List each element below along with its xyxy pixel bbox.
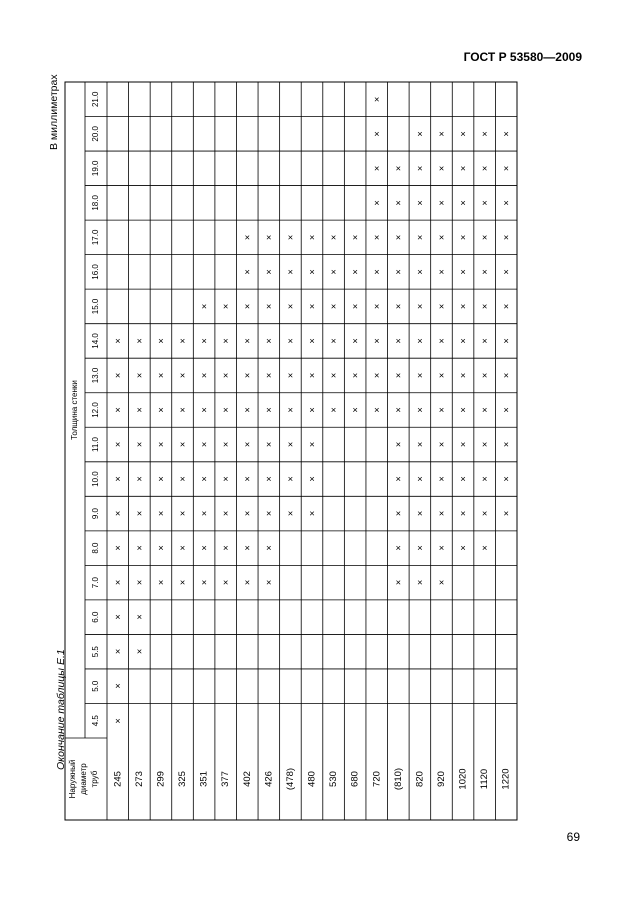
- diameter-label: 377: [220, 771, 232, 787]
- cross-mark: ×: [481, 232, 488, 244]
- cross-mark: ×: [417, 232, 423, 244]
- cross-mark: ×: [287, 335, 294, 347]
- cross-mark: ×: [179, 543, 186, 555]
- cross-mark: ×: [373, 266, 380, 278]
- diameter-label: 720: [371, 771, 383, 787]
- cross-mark: ×: [158, 474, 164, 486]
- cross-mark: ×: [136, 370, 143, 382]
- cross-mark: ×: [287, 508, 294, 520]
- cross-mark: ×: [352, 335, 358, 347]
- cross-mark: ×: [222, 335, 229, 347]
- cross-mark: ×: [266, 439, 272, 451]
- cross-mark: ×: [287, 370, 294, 382]
- cross-mark: ×: [309, 439, 315, 451]
- cross-mark: ×: [115, 543, 121, 555]
- diameter-label: 1020: [457, 768, 469, 790]
- cross-mark: ×: [438, 266, 445, 278]
- cross-mark: ×: [417, 543, 423, 555]
- cross-mark: ×: [438, 163, 445, 175]
- cross-mark: ×: [309, 474, 315, 486]
- cross-mark: ×: [201, 543, 207, 555]
- cross-mark: ×: [417, 370, 423, 382]
- cross-mark: ×: [438, 197, 445, 209]
- cross-mark: ×: [395, 232, 402, 244]
- cross-mark: ×: [136, 508, 143, 520]
- table-caption: Окончание таблицы Е.1: [55, 649, 67, 770]
- cross-mark: ×: [330, 370, 337, 382]
- cross-mark: ×: [503, 301, 509, 313]
- cross-mark: ×: [115, 577, 121, 589]
- cross-mark: ×: [481, 474, 488, 486]
- cross-mark: ×: [395, 439, 402, 451]
- cross-mark: ×: [460, 474, 466, 486]
- diameter-label: 1220: [500, 768, 512, 790]
- cross-mark: ×: [438, 577, 445, 589]
- cross-mark: ×: [244, 508, 251, 520]
- cross-mark: ×: [460, 232, 466, 244]
- cross-mark: ×: [460, 197, 466, 209]
- thickness-label: 5.0: [91, 680, 101, 692]
- thickness-label: 15.0: [91, 298, 101, 315]
- cross-mark: ×: [373, 94, 380, 106]
- cross-mark: ×: [503, 197, 509, 209]
- diameter-label: 680: [349, 771, 361, 787]
- cross-mark: ×: [503, 508, 509, 520]
- cross-mark: ×: [460, 266, 466, 278]
- cross-mark: ×: [395, 266, 402, 278]
- cross-mark: ×: [417, 301, 423, 313]
- cross-mark: ×: [395, 543, 402, 555]
- cross-mark: ×: [201, 370, 207, 382]
- cross-mark: ×: [309, 266, 315, 278]
- cross-mark: ×: [481, 543, 488, 555]
- cross-mark: ×: [266, 370, 272, 382]
- cross-mark: ×: [395, 474, 402, 486]
- thickness-label: 12.0: [91, 402, 101, 418]
- cross-mark: ×: [158, 577, 164, 589]
- cross-mark: ×: [115, 439, 121, 451]
- cross-mark: ×: [201, 405, 207, 417]
- diameter-label: (478): [284, 767, 296, 791]
- cross-mark: ×: [309, 508, 315, 520]
- cross-mark: ×: [266, 474, 272, 486]
- cross-mark: ×: [309, 335, 315, 347]
- diameter-label: (810): [392, 767, 404, 791]
- cross-mark: ×: [417, 474, 423, 486]
- cross-mark: ×: [438, 474, 445, 486]
- cross-mark: ×: [201, 439, 207, 451]
- cross-mark: ×: [244, 439, 251, 451]
- cross-mark: ×: [417, 128, 423, 140]
- cross-mark: ×: [222, 370, 229, 382]
- cross-mark: ×: [244, 232, 251, 244]
- cross-mark: ×: [222, 508, 229, 520]
- cross-mark: ×: [395, 508, 402, 520]
- cross-mark: ×: [179, 370, 186, 382]
- cross-mark: ×: [395, 163, 402, 175]
- diameter-label: 1120: [479, 768, 491, 790]
- cross-mark: ×: [481, 197, 488, 209]
- thickness-label: 5.5: [91, 646, 101, 658]
- cross-mark: ×: [222, 301, 229, 313]
- cross-mark: ×: [244, 474, 251, 486]
- cross-mark: ×: [438, 232, 445, 244]
- cross-mark: ×: [395, 301, 402, 313]
- cross-mark: ×: [309, 301, 315, 313]
- cross-mark: ×: [115, 646, 121, 658]
- cross-mark: ×: [330, 301, 337, 313]
- cross-mark: ×: [460, 128, 466, 140]
- cross-mark: ×: [460, 163, 466, 175]
- cross-mark: ×: [222, 474, 229, 486]
- cross-mark: ×: [417, 266, 423, 278]
- cross-mark: ×: [438, 405, 445, 417]
- thickness-label: 10.0: [91, 471, 101, 487]
- cross-mark: ×: [438, 508, 445, 520]
- cross-mark: ×: [417, 405, 423, 417]
- cross-mark: ×: [115, 715, 121, 727]
- cross-mark: ×: [417, 335, 423, 347]
- cross-mark: ×: [266, 266, 272, 278]
- cross-mark: ×: [115, 370, 121, 382]
- thickness-label: 16.0: [91, 264, 101, 280]
- cross-mark: ×: [244, 577, 251, 589]
- diameter-label: 820: [414, 771, 426, 787]
- thickness-label: 17.0: [91, 229, 101, 246]
- cross-mark: ×: [136, 335, 143, 347]
- thickness-header: Толщина стенки: [70, 380, 80, 440]
- cross-mark: ×: [179, 508, 186, 520]
- cross-mark: ×: [179, 439, 186, 451]
- thickness-label: 13.0: [91, 367, 101, 384]
- cross-mark: ×: [395, 197, 402, 209]
- thickness-label: 19.0: [91, 160, 101, 177]
- cross-mark: ×: [503, 439, 509, 451]
- cross-mark: ×: [373, 232, 380, 244]
- cross-mark: ×: [503, 163, 509, 175]
- cross-mark: ×: [460, 335, 466, 347]
- cross-mark: ×: [395, 405, 402, 417]
- cross-mark: ×: [244, 335, 251, 347]
- cross-mark: ×: [266, 543, 272, 555]
- cross-mark: ×: [201, 474, 207, 486]
- cross-mark: ×: [395, 370, 402, 382]
- cross-mark: ×: [201, 577, 207, 589]
- cross-mark: ×: [438, 335, 445, 347]
- cross-mark: ×: [352, 266, 358, 278]
- cross-mark: ×: [115, 474, 121, 486]
- cross-mark: ×: [481, 370, 488, 382]
- cross-mark: ×: [481, 128, 488, 140]
- diameter-header-line: диаметр: [79, 763, 89, 795]
- cross-mark: ×: [481, 301, 488, 313]
- cross-mark: ×: [136, 577, 143, 589]
- diameter-label: 426: [263, 771, 275, 787]
- cross-mark: ×: [115, 681, 121, 693]
- cross-mark: ×: [503, 128, 509, 140]
- cross-mark: ×: [481, 163, 488, 175]
- cross-mark: ×: [266, 301, 272, 313]
- cross-mark: ×: [136, 474, 143, 486]
- diameter-label: 273: [133, 771, 145, 787]
- cross-mark: ×: [373, 405, 380, 417]
- cross-mark: ×: [158, 335, 164, 347]
- cross-mark: ×: [222, 405, 229, 417]
- cross-mark: ×: [330, 232, 337, 244]
- table-frame: [65, 82, 517, 820]
- thickness-label: 6.0: [91, 611, 101, 623]
- cross-mark: ×: [503, 405, 509, 417]
- cross-mark: ×: [179, 405, 186, 417]
- cross-mark: ×: [373, 128, 380, 140]
- cross-mark: ×: [481, 439, 488, 451]
- cross-mark: ×: [244, 266, 251, 278]
- cross-mark: ×: [373, 301, 380, 313]
- cross-mark: ×: [417, 163, 423, 175]
- cross-mark: ×: [352, 405, 358, 417]
- page-number: 69: [566, 830, 580, 844]
- diameter-label: 299: [155, 771, 167, 787]
- cross-mark: ×: [352, 232, 358, 244]
- cross-mark: ×: [481, 266, 488, 278]
- cross-mark: ×: [179, 577, 186, 589]
- cross-mark: ×: [438, 439, 445, 451]
- cross-mark: ×: [460, 543, 466, 555]
- cross-mark: ×: [266, 335, 272, 347]
- cross-mark: ×: [330, 335, 337, 347]
- cross-mark: ×: [417, 577, 423, 589]
- diameter-label: 920: [435, 771, 447, 787]
- cross-mark: ×: [503, 266, 509, 278]
- standard-number: ГОСТ Р 53580—2009: [463, 50, 582, 64]
- cross-mark: ×: [460, 301, 466, 313]
- cross-mark: ×: [309, 405, 315, 417]
- cross-mark: ×: [481, 405, 488, 417]
- diameter-header-line: Наружный: [68, 759, 78, 799]
- cross-mark: ×: [417, 439, 423, 451]
- cross-mark: ×: [373, 197, 380, 209]
- cross-mark: ×: [417, 508, 423, 520]
- cross-mark: ×: [179, 474, 186, 486]
- cross-mark: ×: [266, 577, 272, 589]
- cross-mark: ×: [287, 439, 294, 451]
- cross-mark: ×: [158, 508, 164, 520]
- cross-mark: ×: [136, 439, 143, 451]
- cross-mark: ×: [287, 232, 294, 244]
- cross-mark: ×: [373, 370, 380, 382]
- cross-mark: ×: [244, 370, 251, 382]
- cross-mark: ×: [222, 543, 229, 555]
- cross-mark: ×: [395, 577, 402, 589]
- cross-mark: ×: [503, 232, 509, 244]
- cross-mark: ×: [460, 439, 466, 451]
- cross-mark: ×: [395, 335, 402, 347]
- cross-mark: ×: [222, 577, 229, 589]
- cross-mark: ×: [115, 405, 121, 417]
- diameter-label: 480: [306, 771, 318, 787]
- cross-mark: ×: [244, 405, 251, 417]
- cross-mark: ×: [158, 543, 164, 555]
- cross-mark: ×: [115, 335, 121, 347]
- thickness-label: 8.0: [91, 542, 101, 554]
- thickness-label: 14.0: [91, 333, 101, 349]
- cross-mark: ×: [136, 405, 143, 417]
- cross-mark: ×: [287, 474, 294, 486]
- cross-mark: ×: [158, 405, 164, 417]
- cross-mark: ×: [481, 335, 488, 347]
- cross-mark: ×: [309, 232, 315, 244]
- thickness-label: 7.0: [91, 577, 101, 589]
- cross-mark: ×: [244, 543, 251, 555]
- cross-mark: ×: [136, 646, 143, 658]
- cross-mark: ×: [244, 301, 251, 313]
- cross-mark: ×: [373, 163, 380, 175]
- units-note: В миллиметрах: [48, 74, 60, 150]
- cross-mark: ×: [460, 405, 466, 417]
- cross-mark: ×: [266, 508, 272, 520]
- cross-mark: ×: [287, 266, 294, 278]
- diameter-label: 351: [198, 771, 210, 787]
- cross-mark: ×: [438, 370, 445, 382]
- cross-mark: ×: [417, 197, 423, 209]
- cross-mark: ×: [201, 508, 207, 520]
- cross-mark: ×: [222, 439, 229, 451]
- cross-mark: ×: [503, 335, 509, 347]
- cross-mark: ×: [136, 543, 143, 555]
- thickness-label: 9.0: [91, 508, 101, 520]
- cross-mark: ×: [460, 370, 466, 382]
- cross-mark: ×: [352, 301, 358, 313]
- cross-mark: ×: [373, 335, 380, 347]
- cross-mark: ×: [352, 370, 358, 382]
- cross-mark: ×: [481, 508, 488, 520]
- cross-mark: ×: [115, 612, 121, 624]
- cross-mark: ×: [460, 508, 466, 520]
- cross-mark: ×: [136, 612, 143, 624]
- cross-mark: ×: [266, 405, 272, 417]
- cross-mark: ×: [438, 301, 445, 313]
- thickness-label: 11.0: [91, 437, 101, 453]
- cross-mark: ×: [158, 439, 164, 451]
- cross-mark: ×: [266, 232, 272, 244]
- thickness-label: 20.0: [91, 126, 101, 142]
- diameter-label: 325: [177, 771, 189, 787]
- cross-mark: ×: [330, 405, 337, 417]
- cross-mark: ×: [201, 335, 207, 347]
- cross-mark: ×: [158, 370, 164, 382]
- diameter-label: 530: [328, 771, 340, 787]
- thickness-label: 18.0: [91, 195, 101, 211]
- cross-mark: ×: [503, 474, 509, 486]
- cross-mark: ×: [179, 335, 186, 347]
- thickness-label: 21.0: [91, 91, 101, 108]
- cross-mark: ×: [309, 370, 315, 382]
- cross-mark: ×: [287, 405, 294, 417]
- diameter-header-line: труб: [90, 770, 100, 788]
- cross-mark: ×: [503, 370, 509, 382]
- cross-mark: ×: [201, 301, 207, 313]
- cross-mark: ×: [287, 301, 294, 313]
- cross-mark: ×: [330, 266, 337, 278]
- diameter-label: 245: [112, 771, 124, 787]
- cross-mark: ×: [438, 128, 445, 140]
- cross-mark: ×: [438, 543, 445, 555]
- diameter-label: 402: [241, 771, 253, 787]
- cross-mark: ×: [115, 508, 121, 520]
- thickness-label: 4.5: [91, 715, 101, 727]
